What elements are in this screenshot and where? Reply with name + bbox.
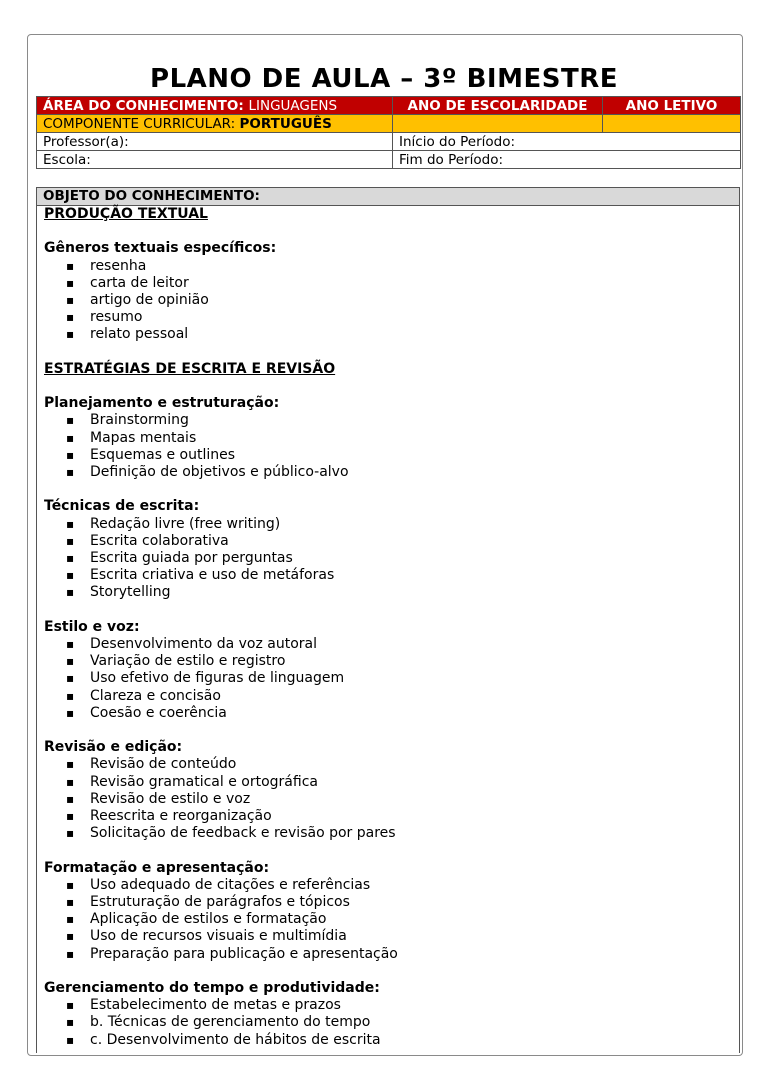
list-item: ▪ Uso efetivo de figuras de linguagem [66, 670, 732, 687]
list-item: ▪ Desenvolvimento da voz autoral [66, 636, 732, 653]
ano-escolaridade-value[interactable] [393, 115, 603, 133]
list-item: ▪ Estabelecimento de metas e prazos [66, 997, 732, 1014]
componente-cell [37, 115, 393, 133]
list-item: ▪ Esquemas e outlines [66, 447, 732, 464]
header-row-escola [37, 151, 741, 169]
header-row-area [37, 97, 741, 115]
list-item: ▪ Storytelling [66, 584, 732, 601]
inicio-periodo-field[interactable]: Início do Período: [393, 133, 741, 151]
list-item: ▪ Preparação para publicação e apresentação [66, 946, 732, 963]
section-title: Revisão e edição: [44, 739, 183, 756]
section-title: Formatação e apresentação: [44, 859, 270, 876]
objeto-conhecimento-box [36, 187, 740, 1053]
section-list [44, 756, 732, 842]
generos-list [44, 258, 732, 344]
list-item: ▪ Brainstorming [66, 412, 732, 429]
list-item: ▪ Escrita colaborativa [66, 533, 732, 550]
ano-letivo-value[interactable] [603, 115, 741, 133]
generos-title: Gêneros textuais específicos: [44, 240, 277, 257]
page-title: PLANO DE AULA – 3º BIMESTRE [150, 64, 618, 94]
list-item: ▪ Escrita guiada por perguntas [66, 550, 732, 567]
list-item: ▪ Redação livre (free writing) [66, 516, 732, 533]
componente-value: PORTUGUÊS [239, 115, 332, 132]
escola-field[interactable]: Escola: [37, 151, 393, 169]
list-item: ▪ resumo [66, 309, 732, 326]
list-item: ▪ Definição de objetivos e público-alvo [66, 464, 732, 481]
section-title: Técnicas de escrita: [44, 498, 200, 515]
estrategias-heading: ESTRATÉGIAS DE ESCRITA E REVISÃO [44, 360, 336, 377]
area-label: ÁREA DO CONHECIMENTO: [43, 97, 244, 114]
list-item: ▪ resenha [66, 258, 732, 275]
list-item: ▪ Reescrita e reorganização [66, 808, 732, 825]
list-item: ▪ Aplicação de estilos e formatação [66, 911, 732, 928]
header-row-professor [37, 133, 741, 151]
list-item: ▪ Variação de estilo e registro [66, 653, 732, 670]
objeto-heading: OBJETO DO CONHECIMENTO: [37, 188, 739, 206]
area-value: LINGUAGENS [248, 97, 338, 114]
list-item: ▪ Clareza e concisão [66, 688, 732, 705]
componente-label: COMPONENTE CURRICULAR: [43, 115, 236, 132]
producao-textual-heading: PRODUÇÃO TEXTUAL [44, 206, 208, 222]
list-item: ▪ Revisão de conteúdo [66, 756, 732, 773]
section-list [44, 997, 732, 1049]
header-table [36, 96, 741, 169]
section-title: Planejamento e estruturação: [44, 395, 280, 412]
section-title: Estilo e voz: [44, 618, 140, 635]
list-item: ▪ Escrita criativa e uso de metáforas [66, 567, 732, 584]
fim-periodo-field[interactable]: Fim do Período: [393, 151, 741, 169]
list-item: ▪ carta de leitor [66, 275, 732, 292]
section-title: Gerenciamento do tempo e produtividade: [44, 980, 380, 997]
list-item: ▪ c. Desenvolvimento de hábitos de escrita [66, 1032, 732, 1049]
section-list [44, 516, 732, 602]
ano-letivo-label: ANO LETIVO [603, 97, 741, 115]
list-item: ▪ Revisão gramatical e ortográfica [66, 774, 732, 791]
list-item: ▪ Solicitação de feedback e revisão por pares [66, 825, 732, 842]
list-item: ▪ relato pessoal [66, 326, 732, 343]
professor-field[interactable]: Professor(a): [37, 133, 393, 151]
list-item: ▪ Estruturação de parágrafos e tópicos [66, 894, 732, 911]
header-row-componente [37, 115, 741, 133]
objeto-content [37, 206, 739, 1049]
section-list [44, 636, 732, 722]
area-cell [37, 97, 393, 115]
section-list [44, 877, 732, 963]
list-item: ▪ Mapas mentais [66, 430, 732, 447]
list-item: ▪ Uso adequado de citações e referências [66, 877, 732, 894]
list-item: ▪ artigo de opinião [66, 292, 732, 309]
list-item: ▪ b. Técnicas de gerenciamento do tempo [66, 1014, 732, 1031]
ano-escolaridade-label: ANO DE ESCOLARIDADE [393, 97, 603, 115]
list-item: ▪ Revisão de estilo e voz [66, 791, 732, 808]
section-list [44, 412, 732, 481]
list-item: ▪ Uso de recursos visuais e multimídia [66, 928, 732, 945]
list-item: ▪ Coesão e coerência [66, 705, 732, 722]
